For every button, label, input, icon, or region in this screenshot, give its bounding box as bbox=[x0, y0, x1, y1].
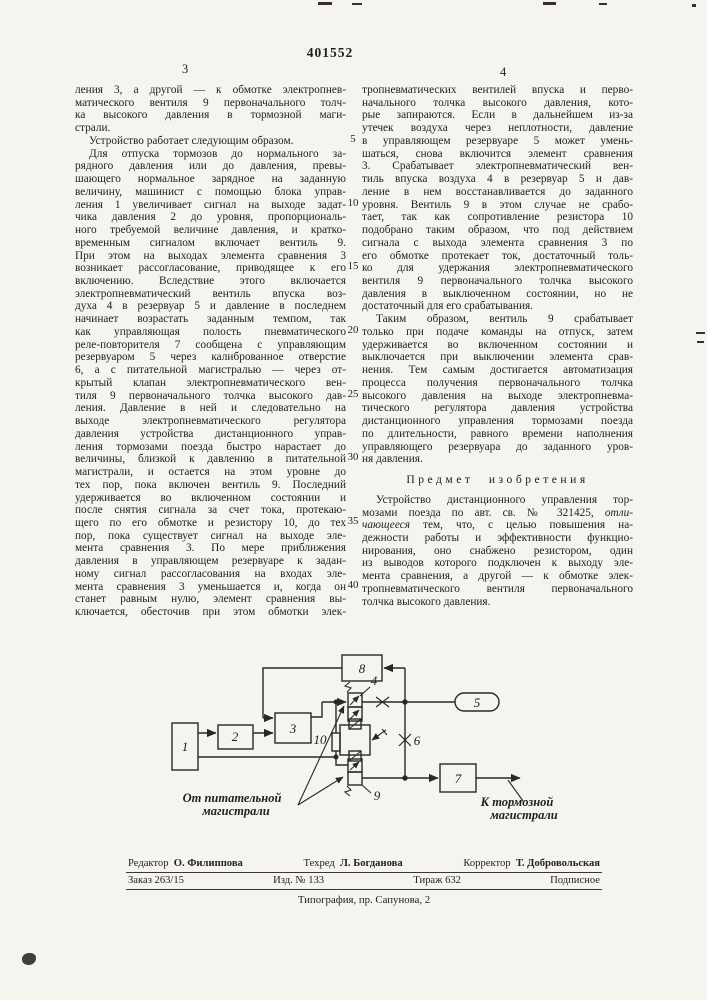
supply-line-caption: От питательной bbox=[182, 791, 282, 805]
text-line: тиля 9 первоначального толчка высокого дав- bbox=[75, 389, 346, 402]
text-line: резервуаром 5 через калиброванное отверстие bbox=[75, 351, 346, 364]
text-line: ка высокого давления в тормозной маги- bbox=[75, 109, 346, 122]
scan-artifact bbox=[22, 953, 36, 965]
valve-4-label: 4 bbox=[370, 673, 378, 688]
text-line: нирования, оно снабжено резистором, один bbox=[362, 544, 633, 557]
footer-table bbox=[126, 856, 602, 906]
text-line: временным сигналом включает вентиль 9. bbox=[75, 236, 346, 249]
text-line: высокого давления на выходе электропневма- bbox=[362, 389, 633, 402]
text-line: рядного давления или до давления, превы- bbox=[75, 160, 346, 173]
text-line: ления 1 увеличивает сигнал на выходе задат- bbox=[75, 198, 346, 211]
text-line: матического вентиля 9 первоначального толч- bbox=[75, 96, 346, 109]
scan-artifact bbox=[599, 3, 607, 5]
text-line: мента сравнения 3 уменьшается и, когда он bbox=[75, 580, 346, 593]
text-line: ня давления. bbox=[362, 453, 423, 466]
brake-line-caption: К тормозной bbox=[480, 795, 554, 809]
text-line: ного требуемой величине давления, и кратко- bbox=[75, 224, 346, 237]
text-line: духа 4 в резервуар 5 и давление в последнем bbox=[75, 300, 346, 313]
text-line: рые запираются. Если в дальнейшем из-за bbox=[362, 109, 633, 122]
scan-artifact bbox=[696, 332, 705, 334]
text-line: давления в управляющем резервуаре к задан- bbox=[75, 555, 346, 568]
text-line: чающееся тем, что, с целью повышения на- bbox=[362, 519, 633, 532]
block-1-label: 1 bbox=[181, 739, 189, 754]
text-line: тает, так как сопротивление резистора 10 bbox=[362, 211, 633, 224]
block-3-label: 3 bbox=[289, 721, 297, 736]
printing-house: Типография, пр. Сапунова, 2 bbox=[297, 894, 431, 906]
text-line: Для отпуска тормозов до нормального за- bbox=[89, 147, 346, 160]
footer-print-row bbox=[126, 873, 602, 889]
text-line: по длительности, равного времени наполнения bbox=[362, 427, 633, 440]
line-number-gutter bbox=[343, 133, 363, 593]
scan-artifact bbox=[318, 2, 332, 5]
text-line: начального толчка высокого давления, кото- bbox=[362, 96, 633, 109]
order-number: Заказ 263/15 bbox=[128, 875, 184, 886]
block-2-label: 2 bbox=[231, 729, 239, 744]
scan-artifact bbox=[697, 341, 704, 343]
text-line: управляющего резервуара до заданного уров- bbox=[362, 440, 633, 453]
text-line: страли. bbox=[75, 122, 111, 135]
valve-9-label: 9 bbox=[373, 788, 381, 803]
text-line: давления устройства дистанционного управ- bbox=[75, 427, 346, 440]
text-line: уровня. Вентиль 9 в этом случае не срабо- bbox=[362, 198, 633, 211]
text-line: толчка высокого давления. bbox=[362, 595, 491, 608]
editor: Редактор О. Филиппова bbox=[128, 858, 243, 869]
block-8-label: 8 bbox=[358, 661, 366, 676]
text-line: тех пор, пока включен вентиль 9. Последний bbox=[75, 478, 346, 491]
page-number-left: 3 bbox=[182, 62, 189, 76]
text-line: начинает возрастать заданным темпом, так bbox=[75, 313, 346, 326]
gutter-line-number: 30 bbox=[347, 451, 359, 464]
text-line: мента сравнения 3. По мере приближения bbox=[75, 542, 346, 555]
gutter-line-number: 25 bbox=[347, 387, 359, 400]
text-line: тиль впуска воздуха 4 в резервуар 5 и дав- bbox=[362, 173, 633, 186]
reservoir-5-label: 5 bbox=[473, 695, 481, 710]
scan-artifact bbox=[692, 4, 696, 7]
left-column bbox=[75, 84, 346, 619]
text-line: крытый клапан электропневматического вен- bbox=[75, 376, 346, 389]
patent-number: 401552 bbox=[306, 45, 354, 60]
svg-text:магистрали: магистрали bbox=[490, 808, 558, 822]
text-line: только при подаче команды на отпуск, затем bbox=[362, 325, 633, 338]
resistor-10 bbox=[332, 733, 340, 751]
scan-artifact bbox=[543, 2, 556, 5]
text-line: возникает рассогласование, приводящее к его bbox=[75, 262, 346, 275]
text-line: после снятия сигнала за счет тока, протекаю- bbox=[75, 504, 346, 517]
gutter-line-number: 5 bbox=[350, 133, 356, 145]
text-line: электропневматический вентиль впуска воз- bbox=[75, 287, 346, 300]
text-line: величины, близкой к давлению в питательной bbox=[75, 453, 346, 466]
izd-number: Изд. № 133 bbox=[273, 875, 325, 886]
text-line: Таким образом, вентиль 9 срабатывает bbox=[376, 313, 633, 326]
text-line: удерживается во включенном состоянии и bbox=[75, 491, 346, 504]
text-line: тического регулятора давления устройства bbox=[362, 402, 633, 415]
text-line: нения. Тем самым достигается автоматизация bbox=[362, 364, 633, 377]
text-line: тропневматических вентилей впуска и перво- bbox=[362, 84, 633, 96]
svg-text:магистрали: магистрали bbox=[202, 804, 270, 818]
text-line: шаться, снова включится элемент сравнения bbox=[362, 147, 633, 160]
text-line: удерживается во включенном состоянии и bbox=[362, 338, 633, 351]
text-line: мозами поезда по авт. св. № 321425, отли- bbox=[362, 506, 633, 519]
text-line: его обмотке протекает ток, достаточный толь- bbox=[362, 249, 633, 262]
text-line: выключается при выключении элемента срав- bbox=[362, 351, 633, 364]
page-number-right: 4 bbox=[500, 65, 507, 79]
text-line: тропневматического вентиля первоначального bbox=[362, 582, 633, 595]
gutter-line-number: 35 bbox=[347, 514, 359, 527]
gutter-line-number: 20 bbox=[347, 323, 359, 336]
text-line: процесса получения первоначального толчка bbox=[362, 376, 633, 389]
text-line: ному сигнал рассогласования на входах эле- bbox=[75, 567, 346, 580]
techred: Техред Л. Богданова bbox=[303, 858, 403, 869]
text-line: мента сравнения, а другой — к обмотке элек- bbox=[362, 570, 633, 583]
text-line: При этом на выходах элемента сравнения 3 bbox=[75, 249, 346, 262]
text-line: выходе электропневматического регулятора bbox=[75, 415, 346, 428]
footer-staff-row bbox=[126, 856, 602, 872]
text-line: вентиля 9 первоначального толчка высокого bbox=[362, 275, 633, 288]
spring-symbol bbox=[345, 682, 351, 692]
text-line: дежности работы и эффективности функцио- bbox=[362, 531, 633, 544]
text-line: ления тормозами поезда быстро нарастает до bbox=[75, 440, 346, 453]
text-line: ления 3, а другой — к обмотке электропнев- bbox=[75, 84, 346, 96]
resistor-10-label: 10 bbox=[313, 732, 327, 747]
text-line: Устройство работает следующим образом. bbox=[89, 134, 294, 147]
text-line: чика давления 2 до уровня, пропорциональ- bbox=[75, 211, 346, 224]
gutter-line-number: 10 bbox=[347, 196, 359, 209]
text-line: как управляющая полость пневматического bbox=[75, 325, 346, 338]
text-line: включению. Вследствие этого включается bbox=[75, 275, 346, 288]
text-line: достаточный для его срабатывания. bbox=[362, 300, 534, 313]
text-line: станет равным нулю, элемент сравнения вы- bbox=[75, 593, 346, 606]
right-column-body bbox=[362, 84, 633, 466]
spring-symbol bbox=[345, 786, 351, 796]
text-line: ко для удержания электропневматического bbox=[362, 262, 633, 275]
text-line: 6, а с питательной магистралью — через от- bbox=[75, 364, 346, 377]
text-line: Устройство дистанционного управления тор- bbox=[376, 493, 633, 506]
block-7-label: 7 bbox=[454, 771, 462, 786]
text-line: реле-повторителя 7 сообщена с управляющим bbox=[75, 338, 346, 351]
text-line: величину, машинист с помощью блока управ- bbox=[75, 185, 346, 198]
right-column bbox=[362, 84, 633, 608]
figure-diagram bbox=[60, 645, 620, 840]
text-line: ление в нем восстанавливается до заданного bbox=[362, 185, 633, 198]
text-line: ключается, обесточив при этом обмотки элек- bbox=[75, 606, 346, 619]
text-line: шающего нормальное зарядное на заданную bbox=[75, 173, 346, 186]
corrector: Корректор Т. Добровольская bbox=[463, 858, 600, 869]
text-line: в управляющем резервуаре 5 может умень- bbox=[362, 134, 633, 147]
gutter-line-number: 40 bbox=[347, 578, 359, 591]
podpisnoe: Подписное bbox=[550, 875, 600, 886]
tirazh: Тираж 632 bbox=[413, 875, 461, 886]
orifice-6-label: 6 bbox=[413, 733, 421, 748]
text-line: утечек воздуха через неплотности, давление bbox=[362, 122, 633, 135]
scan-artifact bbox=[352, 3, 362, 5]
text-line: ления. Давление в ней и следовательно на bbox=[75, 402, 346, 415]
gutter-line-number: 15 bbox=[347, 260, 359, 273]
text-line: из выводов которого подключен к выходу эле- bbox=[362, 557, 633, 570]
text-line: давления в выключенном состоянии, но не bbox=[362, 287, 633, 300]
claim-heading: Предмет изобретения bbox=[406, 473, 589, 487]
text-line: подобрано таким образом, что под действием bbox=[362, 224, 633, 237]
claim-body bbox=[362, 494, 633, 609]
text-line: 3. Срабатывает электропневматический вен- bbox=[362, 160, 633, 173]
text-line: дистанционного управления тормозами поезда bbox=[362, 415, 633, 428]
text-line: щего по его обмотке и резистору 10, до тех bbox=[75, 516, 346, 529]
text-line: магистрали, и остается на этом уровне до bbox=[75, 466, 346, 479]
text-line: сигнала с выхода элемента сравнения 3 по bbox=[362, 236, 633, 249]
text-line: пор, пока существует сигнал на выходе эле- bbox=[75, 529, 346, 542]
